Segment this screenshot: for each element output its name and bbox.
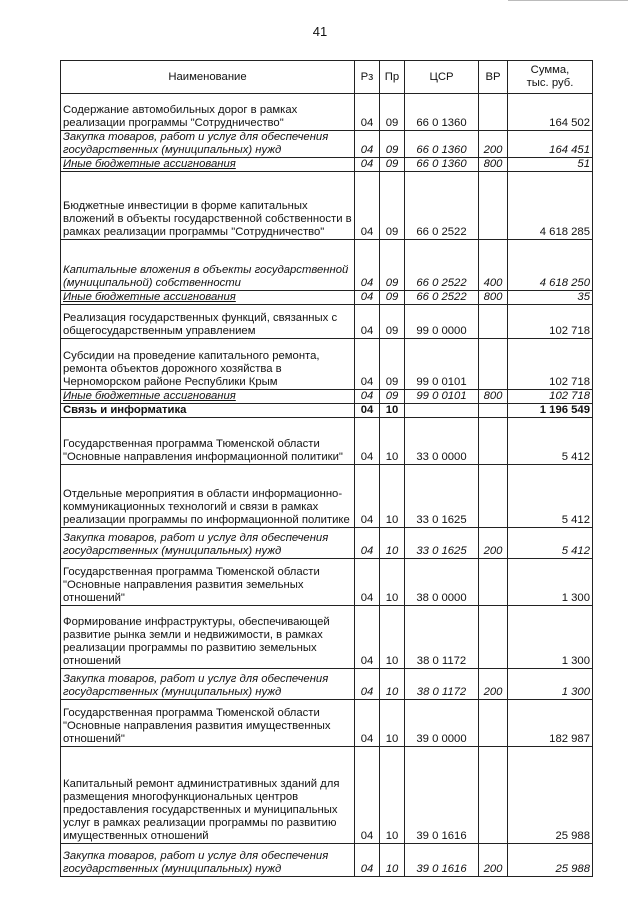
row-sum: 1 300 [508, 606, 593, 669]
row-csr: 66 0 2522 [405, 172, 479, 240]
row-sum: 4 618 285 [508, 172, 593, 240]
row-csr: 39 0 0000 [405, 700, 479, 747]
row-rz: 04 [355, 747, 380, 844]
row-rz: 04 [355, 390, 380, 404]
row-rz: 04 [355, 158, 380, 172]
row-csr: 39 0 1616 [405, 844, 479, 877]
row-name-text: Государственная программа Тюменской области "Основные направления развития имущественных отношений" [63, 707, 331, 745]
row-pr: 10 [380, 559, 405, 606]
row-name-text: Иные бюджетные ассигнования [63, 291, 236, 303]
row-vr: 200 [479, 131, 508, 158]
row-name-text: Закупка товаров, работ и услуг для обеспечения государственных (муниципальных) нужд [63, 131, 329, 156]
row-name-text: Капитальный ремонт административных зданий для размещения многофункциональных центров предоставления государственных и муниципальных услуг в рамках реализации программы по развитию имущественных отношений [63, 778, 340, 842]
row-rz: 04 [355, 339, 380, 390]
page-number: 41 [312, 24, 328, 39]
row-rz: 04 [355, 404, 380, 418]
row-name [61, 747, 355, 844]
row-csr: 38 0 1172 [405, 606, 479, 669]
row-vr: 200 [479, 528, 508, 559]
row-csr: 66 0 1360 [405, 131, 479, 158]
table-row [61, 158, 593, 172]
row-name-text: Закупка товаров, работ и услуг для обеспечения государственных (муниципальных) нужд [63, 532, 329, 557]
header-rz: Рз [355, 61, 380, 94]
row-vr [479, 418, 508, 465]
header-sum-line1: Сумма, [530, 64, 570, 76]
row-pr: 09 [380, 305, 405, 339]
row-sum: 5 412 [508, 528, 593, 559]
row-name [61, 700, 355, 747]
table-row [61, 339, 593, 390]
row-pr: 09 [380, 240, 405, 291]
row-pr: 10 [380, 465, 405, 528]
row-pr: 09 [380, 390, 405, 404]
row-vr: 800 [479, 291, 508, 305]
row-rz: 04 [355, 844, 380, 877]
row-pr: 10 [380, 669, 405, 700]
table-row [61, 131, 593, 158]
row-name [61, 559, 355, 606]
table-row [61, 291, 593, 305]
row-csr [405, 404, 479, 418]
row-name-text: Закупка товаров, работ и услуг для обеспечения государственных (муниципальных) нужд [63, 850, 329, 875]
row-name-text: Реализация государственных функций, связанных с общегосударственным управлением [63, 312, 338, 337]
row-name [61, 418, 355, 465]
row-name [61, 291, 355, 305]
row-vr [479, 559, 508, 606]
row-rz: 04 [355, 240, 380, 291]
row-name-text: Бюджетные инвестиции в форме капитальных вложений в объекты государственной собственности в рамках реализации программы "Сотрудничество" [63, 200, 352, 238]
row-name-text: Иные бюджетные ассигнования [63, 158, 236, 170]
row-pr: 09 [380, 291, 405, 305]
row-pr: 10 [380, 528, 405, 559]
row-name [61, 339, 355, 390]
table-header-row [61, 61, 593, 94]
table-body [61, 94, 593, 877]
row-sum: 164 502 [508, 94, 593, 131]
row-pr: 10 [380, 606, 405, 669]
top-edge-mark [508, 0, 628, 4]
row-csr: 66 0 1360 [405, 158, 479, 172]
row-name [61, 305, 355, 339]
table-row [61, 700, 593, 747]
row-rz: 04 [355, 305, 380, 339]
table-row [61, 465, 593, 528]
row-sum: 35 [508, 291, 593, 305]
row-sum: 102 718 [508, 339, 593, 390]
row-rz: 04 [355, 172, 380, 240]
row-name-text: Субсидии на проведение капитального ремонта, ремонта объектов дорожного хозяйства в Черноморском районе Республики Крым [63, 350, 320, 388]
row-name-text: Капитальные вложения в объекты государственной (муниципальной) собственности [63, 264, 349, 289]
row-pr: 09 [380, 172, 405, 240]
row-csr: 33 0 1625 [405, 465, 479, 528]
row-rz: 04 [355, 559, 380, 606]
row-vr [479, 700, 508, 747]
row-pr: 10 [380, 418, 405, 465]
row-sum: 182 987 [508, 700, 593, 747]
row-name [61, 606, 355, 669]
row-pr: 09 [380, 131, 405, 158]
row-sum: 164 451 [508, 131, 593, 158]
header-vr: ВР [479, 61, 508, 94]
table-row [61, 404, 593, 418]
table-row [61, 559, 593, 606]
row-vr: 400 [479, 240, 508, 291]
row-sum: 1 196 549 [508, 404, 593, 418]
table-row [61, 172, 593, 240]
table-row [61, 94, 593, 131]
row-csr: 33 0 1625 [405, 528, 479, 559]
row-sum: 51 [508, 158, 593, 172]
row-vr: 200 [479, 844, 508, 877]
row-csr: 66 0 2522 [405, 291, 479, 305]
row-vr [479, 305, 508, 339]
row-rz: 04 [355, 94, 380, 131]
row-rz: 04 [355, 418, 380, 465]
row-name [61, 94, 355, 131]
row-name [61, 131, 355, 158]
table-row [61, 606, 593, 669]
row-csr: 99 0 0101 [405, 339, 479, 390]
row-rz: 04 [355, 465, 380, 528]
row-pr: 10 [380, 844, 405, 877]
row-sum: 1 300 [508, 559, 593, 606]
row-csr: 99 0 0000 [405, 305, 479, 339]
row-vr: 800 [479, 390, 508, 404]
row-csr: 38 0 1172 [405, 669, 479, 700]
row-name [61, 158, 355, 172]
row-vr: 800 [479, 158, 508, 172]
row-rz: 04 [355, 528, 380, 559]
row-vr [479, 339, 508, 390]
header-sum [508, 61, 593, 94]
table-row [61, 390, 593, 404]
row-rz: 04 [355, 669, 380, 700]
row-sum: 5 412 [508, 465, 593, 528]
table-row [61, 305, 593, 339]
row-pr: 10 [380, 404, 405, 418]
table-row [61, 747, 593, 844]
row-csr: 66 0 1360 [405, 94, 479, 131]
row-name-text: Закупка товаров, работ и услуг для обеспечения государственных (муниципальных) нужд [63, 673, 329, 698]
row-sum: 25 988 [508, 747, 593, 844]
row-name-text: Иные бюджетные ассигнования [63, 390, 236, 402]
row-sum: 102 718 [508, 390, 593, 404]
row-vr: 200 [479, 669, 508, 700]
row-rz: 04 [355, 606, 380, 669]
table-row [61, 844, 593, 877]
row-name [61, 465, 355, 528]
header-name: Наименование [61, 61, 355, 94]
row-name [61, 172, 355, 240]
table-row [61, 240, 593, 291]
row-pr: 09 [380, 158, 405, 172]
row-name [61, 528, 355, 559]
row-vr [479, 172, 508, 240]
row-name [61, 404, 355, 418]
header-sum-line2: тыс. руб. [526, 77, 574, 89]
row-vr [479, 404, 508, 418]
row-sum: 102 718 [508, 305, 593, 339]
row-name [61, 390, 355, 404]
row-vr [479, 465, 508, 528]
row-rz: 04 [355, 700, 380, 747]
row-vr [479, 747, 508, 844]
header-csr: ЦСР [405, 61, 479, 94]
row-name-text: Содержание автомобильных дорог в рамках реализации программы "Сотрудничество" [63, 104, 298, 129]
row-pr: 10 [380, 700, 405, 747]
row-pr: 09 [380, 339, 405, 390]
row-name-text: Отдельные мероприятия в области информационно-коммуникационных технологий и связи в рамках реализации программы по информационной политике [63, 488, 350, 526]
table-row [61, 528, 593, 559]
row-name-text: Государственная программа Тюменской области "Основные направления информационной политики" [63, 438, 343, 463]
row-vr [479, 606, 508, 669]
budget-table [60, 60, 593, 877]
row-csr: 33 0 0000 [405, 418, 479, 465]
table-row [61, 418, 593, 465]
row-rz: 04 [355, 291, 380, 305]
row-csr: 39 0 1616 [405, 747, 479, 844]
row-pr: 10 [380, 747, 405, 844]
row-sum: 5 412 [508, 418, 593, 465]
row-sum: 1 300 [508, 669, 593, 700]
row-name [61, 240, 355, 291]
table-row [61, 669, 593, 700]
row-sum: 25 988 [508, 844, 593, 877]
row-name-text: Формирование инфраструктуры, обеспечивающей развитие рынка земли и недвижимости, в рамках реализации программы по развитию земельных отношений [63, 616, 330, 667]
row-sum: 4 618 250 [508, 240, 593, 291]
row-name-text: Связь и информатика [63, 404, 187, 416]
row-name [61, 844, 355, 877]
row-rz: 04 [355, 131, 380, 158]
row-name-text: Государственная программа Тюменской области "Основные направления развития земельных отношений" [63, 566, 320, 604]
row-vr [479, 94, 508, 131]
row-csr: 99 0 0101 [405, 390, 479, 404]
row-name [61, 669, 355, 700]
header-pr: Пр [380, 61, 405, 94]
row-csr: 66 0 2522 [405, 240, 479, 291]
row-pr: 09 [380, 94, 405, 131]
row-csr: 38 0 0000 [405, 559, 479, 606]
